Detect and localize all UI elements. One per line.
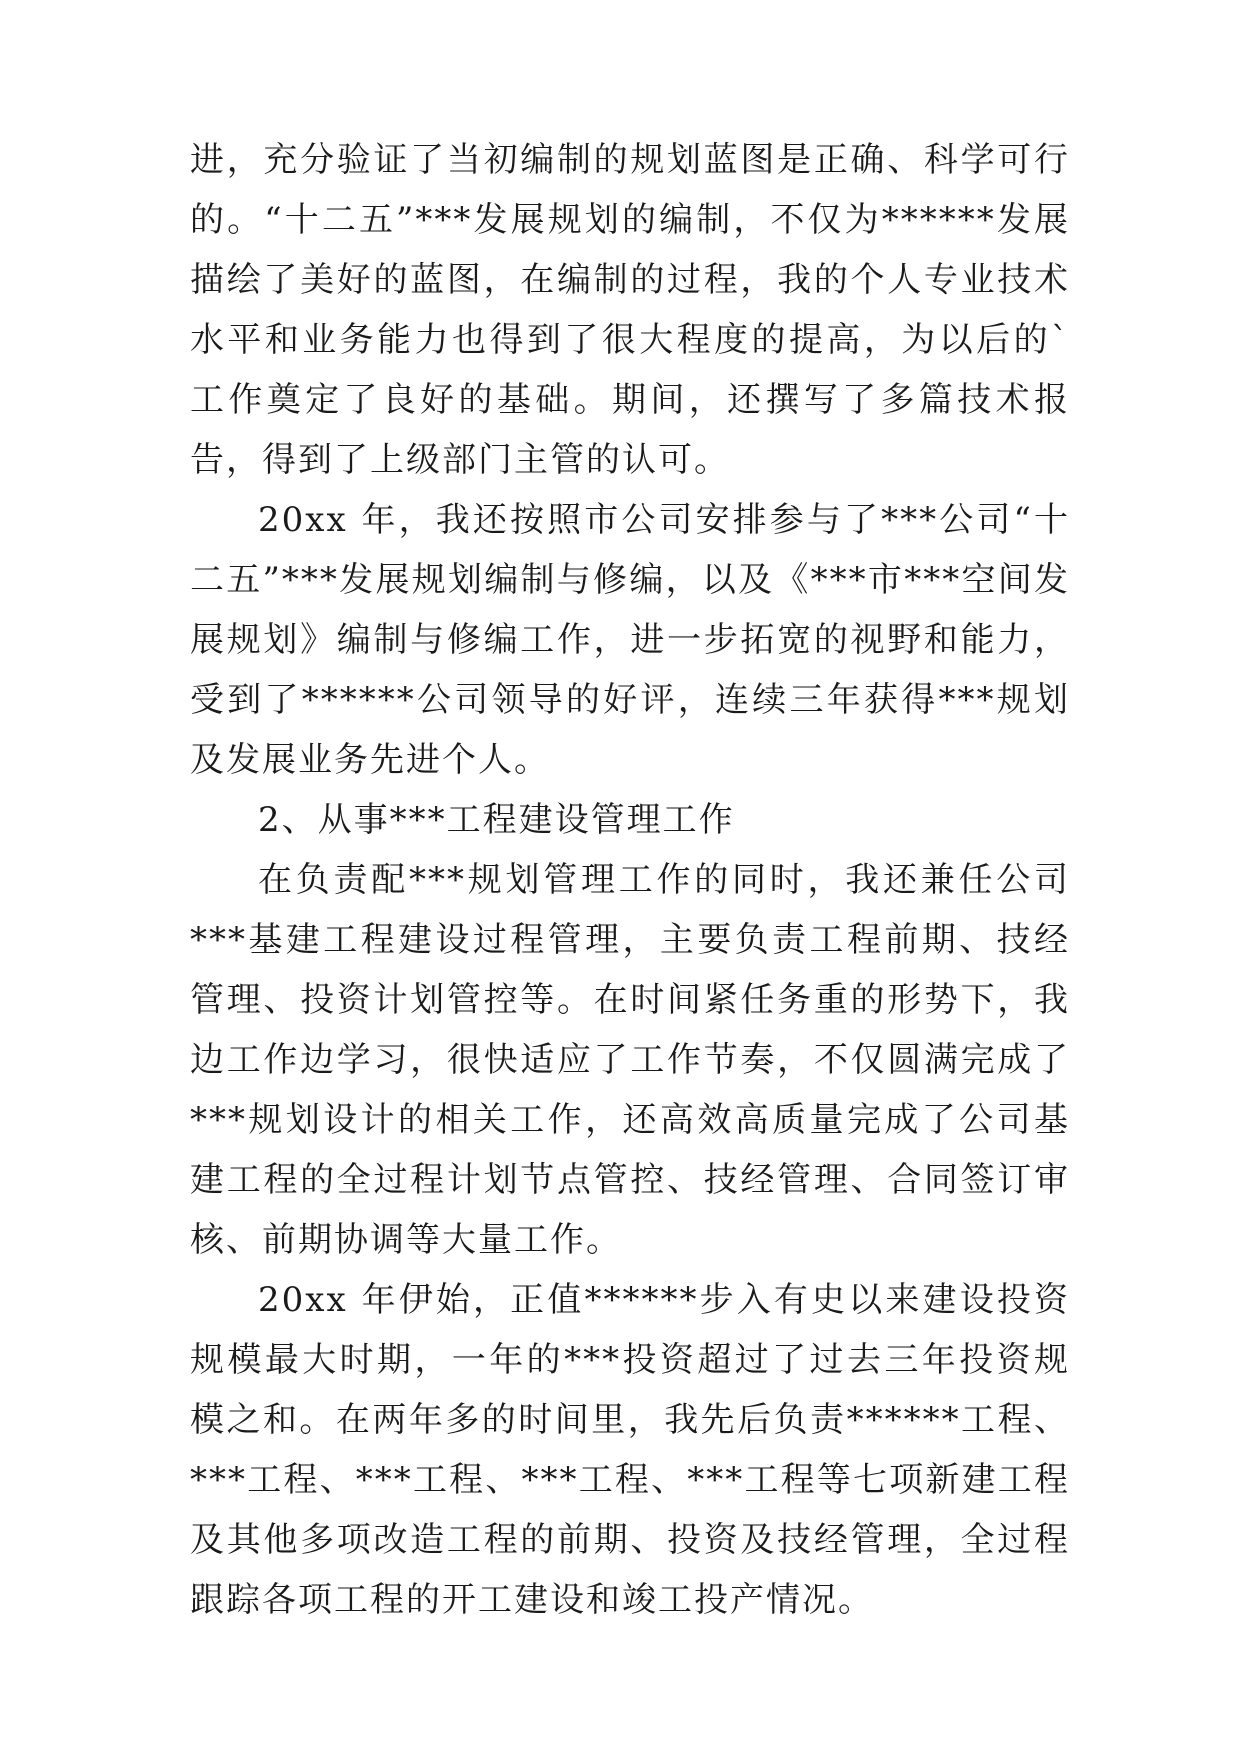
document-body — [190, 130, 1070, 1630]
section-heading-construction-management: 2、从事***工程建设管理工作 — [258, 800, 735, 840]
paragraph-construction-duties: 在负责配***规划管理工作的同时，我还兼任公司***基建工程建设过程管理，主要负责工程前期、技经管理、投资计划管控等。在时间紧任务重的形势下，我边工作边学习，很快适应了工作节奏，不仅圆满完成了***规划设计的相关工作，还高效高质量完成了公司基建工程的全过程计划节点管控、技经管理、合同签订审核、前期协调等大量工作。 — [190, 860, 1070, 1260]
paragraph-investment-period: 20xx 年伊始，正值******步入有史以来建设投资规模最大时期，一年的***投资超过了过去三年投资规模之和。在两年多的时间里，我先后负责******工程、***工程、***工程、***工程、***工程等七项新建工程及其他多项改造工程的前期、投资及技经管理，全过程跟踪各项工程的开工建设和竣工投产情况。 — [190, 1280, 1070, 1620]
paragraph-planning-participation: 20xx 年，我还按照市公司安排参与了***公司“十二五”***发展规划编制与修编，以及《***市***空间发展规划》编制与修编工作，进一步拓宽的视野和能力，受到了******公司领导的好评，连续三年获得***规划及发展业务先进个人。 — [190, 500, 1070, 780]
paragraph-continuation: 进，充分验证了当初编制的规划蓝图是正确、科学可行的。“十二五”***发展规划的编制，不仅为******发展描绘了美好的蓝图，在编制的过程，我的个人专业技术水平和业务能力也得到了很大程度的提高，为以后的`工作奠定了良好的基础。期间，还撰写了多篇技术报告，得到了上级部门主管的认可。 — [190, 140, 1070, 480]
